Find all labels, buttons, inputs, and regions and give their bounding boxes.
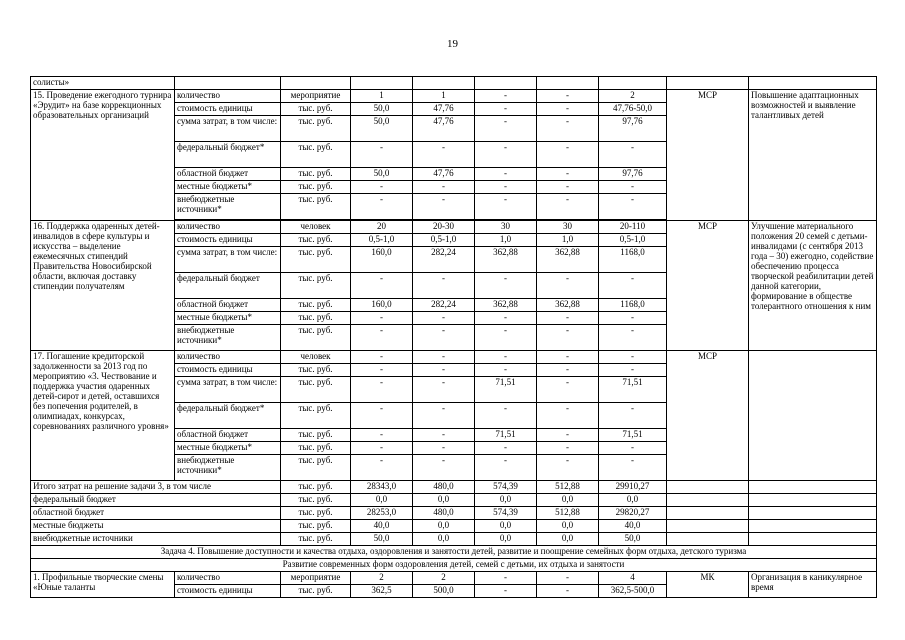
measure-name: 16. Поддержка одаренных детей-инвалидов в сфере культуры и искусства – выделение ежемесячных стипендий Правительства Новосибирской области, включая доставку стипендии получателям	[31, 221, 175, 351]
table-row: федеральный бюджет* тыс. руб. - - - - -	[31, 142, 877, 168]
executor: МСР	[667, 351, 749, 481]
totals-row: местные бюджеты тыс. руб. 40,0 0,0 0,0 0,0 40,0	[31, 520, 877, 533]
top-fragment-row	[31, 77, 877, 90]
expected-result: Организация в каникулярное время	[749, 572, 877, 598]
table-row: федеральный бюджет* тыс. руб. - - - - -	[31, 403, 877, 429]
table-row: областной бюджет тыс. руб. 160,0 282,24 362,88 362,88 1168,0	[31, 299, 877, 312]
totals-row: внебюджетные источники тыс. руб. 50,0 0,0 0,0 0,0 50,0	[31, 533, 877, 546]
table-row: 16. Поддержка одаренных детей-инвалидов в сфере культуры и искусства – выделение ежемесячных стипендий Правительства Новосибирской области, включая доставку стипендии получателям количество человек 20 20-30 30 30 20-110 МСР Улучшение материального положения 20 семей с детьми-инвалидами (с сентября 2013 года – 30) ежегодно, содействие обеспечению процесса творческой реабилитации детей данной категории, формирование в обществе толерантного отношения к ним	[31, 221, 877, 234]
executor: МСР	[667, 221, 749, 351]
executor: МК	[667, 572, 749, 598]
task4-subtitle: Развитие современных форм оздоровления детей, семей с детьми, их отдыха и занятости	[31, 559, 877, 572]
table-row: областной бюджет тыс. руб. - - 71,51 - 71,51	[31, 429, 877, 442]
top-fragment: солисты»	[31, 77, 175, 90]
measure-name: 15. Проведение ежегодного турнира «Эрудит» на базе коррекционных образовательных организаций	[31, 90, 175, 221]
table-row: внебюджетные источники* тыс. руб. - - - - -	[31, 455, 877, 481]
table-row: 1. Профильные творческие смены «Юные таланты количество мероприятие 2 2 - - 4 МК Организация в каникулярное время	[31, 572, 877, 585]
table-row: местные бюджеты* тыс. руб. - - - - -	[31, 181, 877, 194]
table-row: областной бюджет тыс. руб. 50,0 47,76 - - 97,76	[31, 168, 877, 181]
table-row: внебюджетные источники* тыс. руб. - - - - -	[31, 194, 877, 220]
table-row: сумма затрат, в том числе: тыс. руб. - - 71,51 - 71,51	[31, 377, 877, 403]
expected-result	[749, 351, 877, 481]
table-row: местные бюджеты* тыс. руб. - - - - -	[31, 442, 877, 455]
table-row: сумма затрат, в том числе: тыс. руб. 160,0 282,24 362,88 362,88 1168,0	[31, 247, 877, 273]
task-subheading-row	[31, 559, 877, 572]
table-row: стоимость единицы тыс. руб. 0,5-1,0 0,5-1,0 1,0 1,0 0,5-1,0	[31, 234, 877, 247]
expected-result: Повышение адаптационных возможностей и выявление талантливых детей	[749, 90, 877, 221]
table-row: федеральный бюджет тыс. руб. - - - - -	[31, 273, 877, 299]
table-row: стоимость единицы тыс. руб. 362,5 500,0 - - 362,5-500,0	[31, 585, 877, 598]
table-row: внебюджетные источники* тыс. руб. - - - - -	[31, 325, 877, 351]
table-row: 15. Проведение ежегодного турнира «Эрудит» на базе коррекционных образовательных организаций количество мероприятие 1 1 - - 2 МСР Повышение адаптационных возможностей и выявление талантливых детей	[31, 90, 877, 103]
table-row: 17. Погашение кредиторской задолженности за 2013 год по мероприятию «3. Чествование и поддержка участия одаренных детей-сирот и детей, оставшихся без попечения родителей, в олимпиадах, конкурсах, соревнованиях различного уровня» количество человек - - - - - МСР	[31, 351, 877, 364]
task4-title: Задача 4. Повышение доступности и качества отдыха, оздоровления и занятости детей, развитие и поощрение семейных форм отдыха, детского туризма	[31, 546, 877, 559]
totals-row: федеральный бюджет тыс. руб. 0,0 0,0 0,0 0,0 0,0	[31, 494, 877, 507]
program-table	[30, 76, 877, 598]
totals-row: Итого затрат на решение задачи 3, в том числе тыс. руб. 28343,0 480,0 574,39 512,88 29910,27	[31, 481, 877, 494]
table-row: стоимость единицы тыс. руб. - - - - -	[31, 364, 877, 377]
table-row: местные бюджеты* тыс. руб. - - - - -	[31, 312, 877, 325]
measure-name: 1. Профильные творческие смены «Юные таланты	[31, 572, 175, 598]
totals-row: областной бюджет тыс. руб. 28253,0 480,0 574,39 512,88 29820,27	[31, 507, 877, 520]
table-row: стоимость единицы тыс. руб. 50,0 47,76 - - 47,76-50,0	[31, 103, 877, 116]
table-row: сумма затрат, в том числе: тыс. руб. 50,0 47,76 - - 97,76	[31, 116, 877, 142]
expected-result: Улучшение материального положения 20 семей с детьми-инвалидами (с сентября 2013 года – 30) ежегодно, содействие обеспечению процесса творческой реабилитации детей данной категории, формирование в обществе толерантного отношения к ним	[749, 221, 877, 351]
executor: МСР	[667, 90, 749, 221]
task-heading-row	[31, 546, 877, 559]
measure-name: 17. Погашение кредиторской задолженности за 2013 год по мероприятию «3. Чествование и поддержка участия одаренных детей-сирот и детей, оставшихся без попечения родителей, в олимпиадах, конкурсах, соревнованиях различного уровня»	[31, 351, 175, 481]
page-number: 19	[447, 38, 458, 50]
